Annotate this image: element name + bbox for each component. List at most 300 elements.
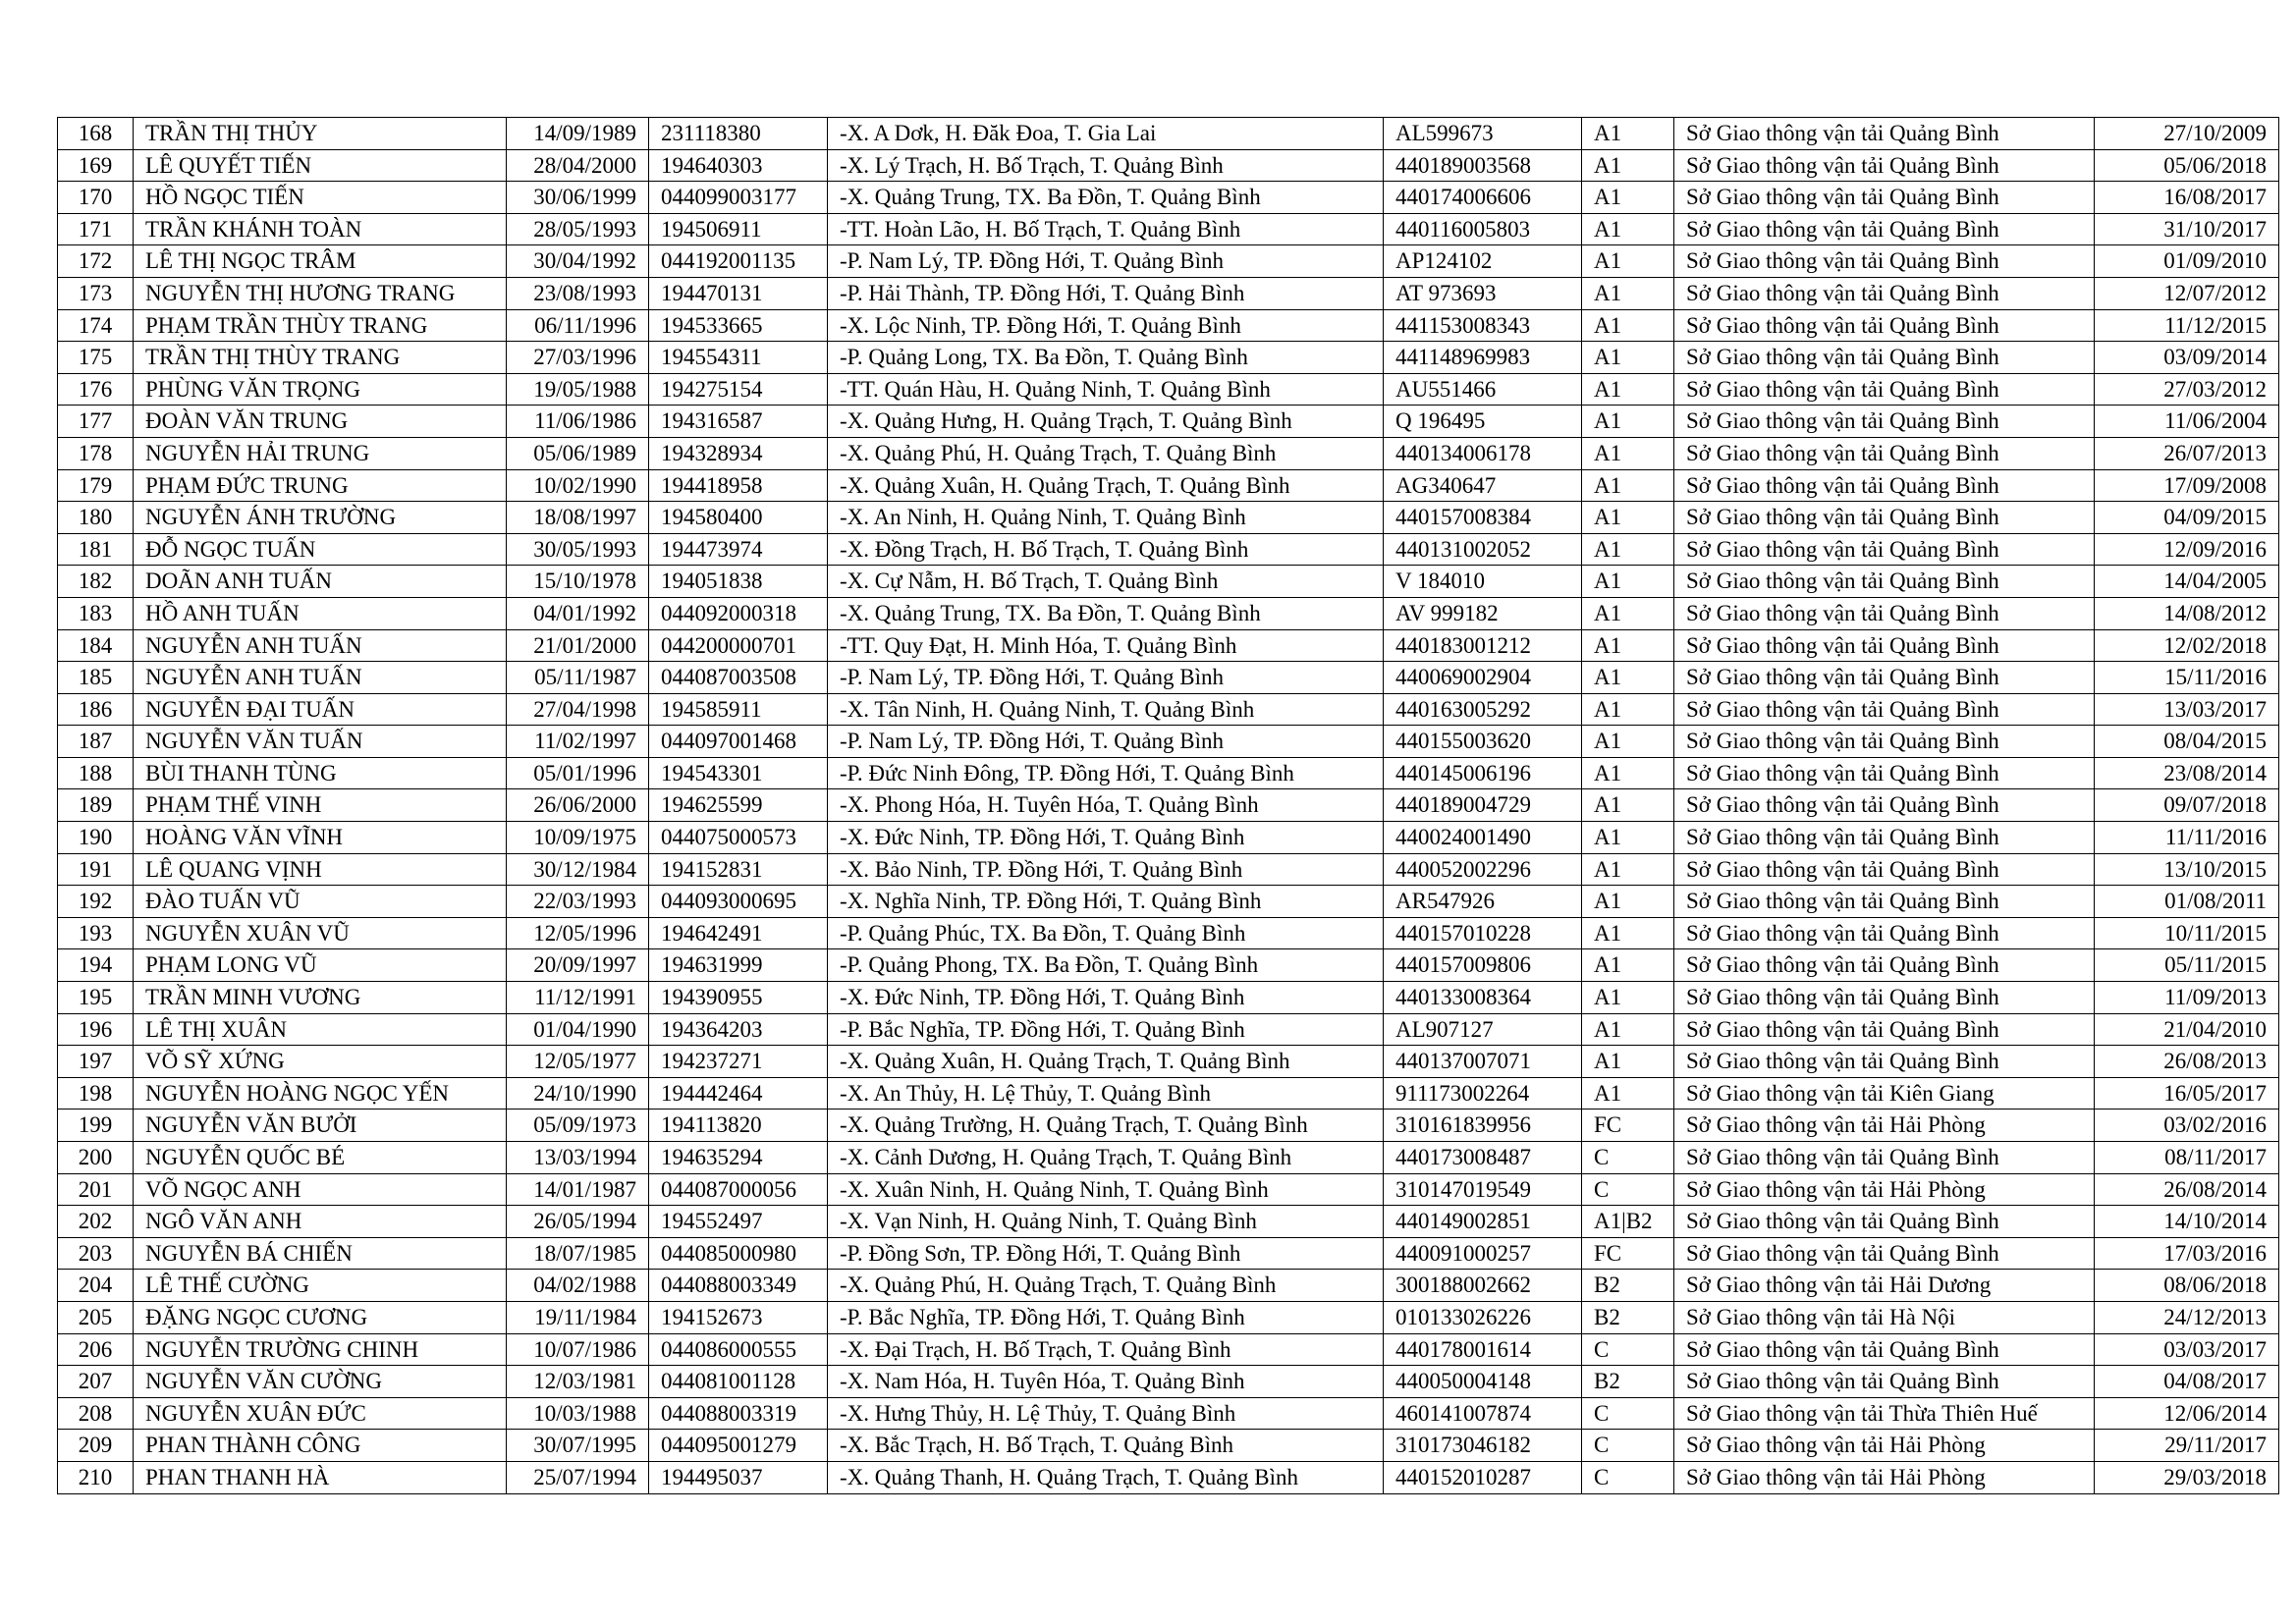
issue-date-cell: 04/09/2015 (2095, 502, 2279, 534)
table-row (58, 566, 2279, 598)
birth-date-cell: 05/11/1987 (507, 662, 649, 694)
address-cell: -X. Đức Ninh, TP. Đồng Hới, T. Quảng Bình (828, 982, 1384, 1014)
issuing-authority-cell: Sở Giao thông vận tải Quảng Bình (1674, 1237, 2095, 1270)
license-class-cell: B2 (1582, 1366, 1674, 1398)
issuing-authority-cell: Sở Giao thông vận tải Hải Dương (1674, 1270, 2095, 1302)
license-class-cell: A1 (1582, 342, 1674, 374)
license-class-cell: A1 (1582, 277, 1674, 309)
row-number-cell: 198 (58, 1077, 134, 1110)
license-class-cell: A1 (1582, 693, 1674, 726)
row-number-cell: 187 (58, 726, 134, 758)
birth-date-cell: 11/06/1986 (507, 406, 649, 438)
full-name-cell: NGUYỄN VĂN CƯỜNG (134, 1366, 507, 1398)
address-cell: -X. Xuân Ninh, H. Quảng Ninh, T. Quảng Bình (828, 1173, 1384, 1206)
id-number-cell: 194543301 (649, 757, 828, 789)
address-cell: -X. Lý Trạch, H. Bố Trạch, T. Quảng Bình (828, 149, 1384, 182)
address-cell: -P. Quảng Long, TX. Ba Đồn, T. Quảng Bình (828, 342, 1384, 374)
address-cell: -TT. Quy Đạt, H. Minh Hóa, T. Quảng Bình (828, 629, 1384, 662)
issue-date-cell: 14/04/2005 (2095, 566, 2279, 598)
table-row (58, 149, 2279, 182)
license-number-cell: 440173008487 (1384, 1142, 1582, 1174)
birth-date-cell: 11/02/1997 (507, 726, 649, 758)
issuing-authority-cell: Sở Giao thông vận tải Quảng Bình (1674, 309, 2095, 342)
license-class-cell: B2 (1582, 1301, 1674, 1333)
license-number-cell: AV 999182 (1384, 597, 1582, 629)
license-class-cell: A1 (1582, 789, 1674, 822)
issue-date-cell: 10/11/2015 (2095, 917, 2279, 949)
id-number-cell: 044088003319 (649, 1397, 828, 1430)
issuing-authority-cell: Sở Giao thông vận tải Quảng Bình (1674, 1333, 2095, 1366)
table-row (58, 1270, 2279, 1302)
license-class-cell: A1 (1582, 917, 1674, 949)
table-row (58, 982, 2279, 1014)
id-number-cell: 044086000555 (649, 1333, 828, 1366)
issuing-authority-cell: Sở Giao thông vận tải Quảng Bình (1674, 917, 2095, 949)
birth-date-cell: 30/04/1992 (507, 245, 649, 278)
issue-date-cell: 17/03/2016 (2095, 1237, 2279, 1270)
license-number-cell: 460141007874 (1384, 1397, 1582, 1430)
license-number-cell: AR547926 (1384, 886, 1582, 918)
birth-date-cell: 26/05/1994 (507, 1206, 649, 1238)
full-name-cell: TRẦN MINH VƯƠNG (134, 982, 507, 1014)
full-name-cell: NGUYỄN QUỐC BÉ (134, 1142, 507, 1174)
birth-date-cell: 18/08/1997 (507, 502, 649, 534)
license-number-cell: 440131002052 (1384, 533, 1582, 566)
id-number-cell: 194237271 (649, 1046, 828, 1078)
license-class-cell: FC (1582, 1237, 1674, 1270)
id-number-cell: 194625599 (649, 789, 828, 822)
row-number-cell: 180 (58, 502, 134, 534)
id-number-cell: 194113820 (649, 1110, 828, 1142)
license-class-cell: A1 (1582, 118, 1674, 150)
row-number-cell: 205 (58, 1301, 134, 1333)
issuing-authority-cell: Sở Giao thông vận tải Quảng Bình (1674, 693, 2095, 726)
full-name-cell: ĐỖ NGỌC TUẤN (134, 533, 507, 566)
table-row (58, 1046, 2279, 1078)
license-class-cell: A1 (1582, 213, 1674, 245)
birth-date-cell: 30/12/1984 (507, 853, 649, 886)
license-class-cell: A1 (1582, 982, 1674, 1014)
license-roster-table (57, 117, 2279, 1494)
row-number-cell: 173 (58, 277, 134, 309)
table-row (58, 597, 2279, 629)
license-number-cell: V 184010 (1384, 566, 1582, 598)
birth-date-cell: 05/01/1996 (507, 757, 649, 789)
license-number-cell: 440163005292 (1384, 693, 1582, 726)
license-class-cell: A1 (1582, 757, 1674, 789)
issue-date-cell: 14/10/2014 (2095, 1206, 2279, 1238)
id-number-cell: 231118380 (649, 118, 828, 150)
issue-date-cell: 03/03/2017 (2095, 1333, 2279, 1366)
id-number-cell: 194390955 (649, 982, 828, 1014)
row-number-cell: 171 (58, 213, 134, 245)
id-number-cell: 194442464 (649, 1077, 828, 1110)
row-number-cell: 183 (58, 597, 134, 629)
address-cell: -X. Quảng Trung, TX. Ba Đồn, T. Quảng Bình (828, 597, 1384, 629)
issue-date-cell: 29/03/2018 (2095, 1461, 2279, 1493)
issuing-authority-cell: Sở Giao thông vận tải Quảng Bình (1674, 437, 2095, 469)
issue-date-cell: 26/08/2014 (2095, 1173, 2279, 1206)
birth-date-cell: 28/04/2000 (507, 149, 649, 182)
roster-body (58, 118, 2279, 1494)
address-cell: -P. Nam Lý, TP. Đồng Hới, T. Quảng Bình (828, 662, 1384, 694)
row-number-cell: 168 (58, 118, 134, 150)
full-name-cell: ĐẶNG NGỌC CƯƠNG (134, 1301, 507, 1333)
license-number-cell: 310161839956 (1384, 1110, 1582, 1142)
address-cell: -X. Hưng Thủy, H. Lệ Thủy, T. Quảng Bình (828, 1397, 1384, 1430)
birth-date-cell: 21/01/2000 (507, 629, 649, 662)
license-number-cell: AT 973693 (1384, 277, 1582, 309)
issuing-authority-cell: Sở Giao thông vận tải Quảng Bình (1674, 886, 2095, 918)
issuing-authority-cell: Sở Giao thông vận tải Quảng Bình (1674, 949, 2095, 982)
issue-date-cell: 12/02/2018 (2095, 629, 2279, 662)
issue-date-cell: 12/09/2016 (2095, 533, 2279, 566)
table-row (58, 1461, 2279, 1493)
row-number-cell: 208 (58, 1397, 134, 1430)
address-cell: -X. Quảng Phú, H. Quảng Trạch, T. Quảng Bình (828, 1270, 1384, 1302)
license-class-cell: A1 (1582, 406, 1674, 438)
row-number-cell: 189 (58, 789, 134, 822)
birth-date-cell: 14/09/1989 (507, 118, 649, 150)
id-number-cell: 194635294 (649, 1142, 828, 1174)
row-number-cell: 184 (58, 629, 134, 662)
license-class-cell: A1 (1582, 1077, 1674, 1110)
license-number-cell: 440149002851 (1384, 1206, 1582, 1238)
id-number-cell: 194495037 (649, 1461, 828, 1493)
birth-date-cell: 20/09/1997 (507, 949, 649, 982)
license-number-cell: AG340647 (1384, 469, 1582, 502)
license-number-cell: 441148969983 (1384, 342, 1582, 374)
full-name-cell: PHẠM THẾ VINH (134, 789, 507, 822)
issuing-authority-cell: Sở Giao thông vận tải Thừa Thiên Huế (1674, 1397, 2095, 1430)
issue-date-cell: 03/02/2016 (2095, 1110, 2279, 1142)
full-name-cell: NGUYỄN XUÂN ĐỨC (134, 1397, 507, 1430)
birth-date-cell: 05/09/1973 (507, 1110, 649, 1142)
id-number-cell: 194316587 (649, 406, 828, 438)
license-number-cell: Q 196495 (1384, 406, 1582, 438)
full-name-cell: ĐÀO TUẤN VŨ (134, 886, 507, 918)
table-row (58, 629, 2279, 662)
license-number-cell: 440189004729 (1384, 789, 1582, 822)
id-number-cell: 194642491 (649, 917, 828, 949)
row-number-cell: 193 (58, 917, 134, 949)
issuing-authority-cell: Sở Giao thông vận tải Quảng Bình (1674, 469, 2095, 502)
issuing-authority-cell: Sở Giao thông vận tải Quảng Bình (1674, 629, 2095, 662)
full-name-cell: NGÔ VĂN ANH (134, 1206, 507, 1238)
table-row (58, 1333, 2279, 1366)
row-number-cell: 178 (58, 437, 134, 469)
row-number-cell: 210 (58, 1461, 134, 1493)
row-number-cell: 209 (58, 1430, 134, 1462)
table-row (58, 469, 2279, 502)
address-cell: -TT. Hoàn Lão, H. Bố Trạch, T. Quảng Bình (828, 213, 1384, 245)
issuing-authority-cell: Sở Giao thông vận tải Quảng Bình (1674, 853, 2095, 886)
full-name-cell: NGUYỄN HOÀNG NGỌC YẾN (134, 1077, 507, 1110)
row-number-cell: 200 (58, 1142, 134, 1174)
table-row (58, 662, 2279, 694)
full-name-cell: NGUYỄN XUÂN VŨ (134, 917, 507, 949)
issue-date-cell: 01/09/2010 (2095, 245, 2279, 278)
row-number-cell: 186 (58, 693, 134, 726)
license-number-cell: 440137007071 (1384, 1046, 1582, 1078)
issuing-authority-cell: Sở Giao thông vận tải Quảng Bình (1674, 182, 2095, 214)
full-name-cell: NGUYỄN HẢI TRUNG (134, 437, 507, 469)
row-number-cell: 195 (58, 982, 134, 1014)
full-name-cell: VÕ SỸ XỨNG (134, 1046, 507, 1078)
id-number-cell: 044200000701 (649, 629, 828, 662)
issue-date-cell: 24/12/2013 (2095, 1301, 2279, 1333)
license-class-cell: A1 (1582, 1046, 1674, 1078)
license-number-cell: 440152010287 (1384, 1461, 1582, 1493)
row-number-cell: 182 (58, 566, 134, 598)
license-number-cell: 310147019549 (1384, 1173, 1582, 1206)
license-class-cell: C (1582, 1430, 1674, 1462)
issuing-authority-cell: Sở Giao thông vận tải Hải Phòng (1674, 1461, 2095, 1493)
address-cell: -X. Đồng Trạch, H. Bố Trạch, T. Quảng Bình (828, 533, 1384, 566)
table-row (58, 245, 2279, 278)
full-name-cell: NGUYỄN ANH TUẤN (134, 662, 507, 694)
issue-date-cell: 26/08/2013 (2095, 1046, 2279, 1078)
full-name-cell: NGUYỄN ANH TUẤN (134, 629, 507, 662)
issue-date-cell: 11/06/2004 (2095, 406, 2279, 438)
license-number-cell: 440155003620 (1384, 726, 1582, 758)
id-number-cell: 044092000318 (649, 597, 828, 629)
issuing-authority-cell: Sở Giao thông vận tải Quảng Bình (1674, 982, 2095, 1014)
license-number-cell: AL907127 (1384, 1013, 1582, 1046)
issuing-authority-cell: Sở Giao thông vận tải Hải Phòng (1674, 1430, 2095, 1462)
address-cell: -X. An Ninh, H. Quảng Ninh, T. Quảng Bình (828, 502, 1384, 534)
birth-date-cell: 12/05/1977 (507, 1046, 649, 1078)
license-class-cell: C (1582, 1397, 1674, 1430)
license-class-cell: C (1582, 1173, 1674, 1206)
license-number-cell: 440157010228 (1384, 917, 1582, 949)
table-row (58, 1397, 2279, 1430)
full-name-cell: LÊ THỊ XUÂN (134, 1013, 507, 1046)
issue-date-cell: 15/11/2016 (2095, 662, 2279, 694)
license-number-cell: 440145006196 (1384, 757, 1582, 789)
issue-date-cell: 27/03/2012 (2095, 373, 2279, 406)
full-name-cell: PHAN THANH HÀ (134, 1461, 507, 1493)
full-name-cell: HỒ NGỌC TIẾN (134, 182, 507, 214)
issue-date-cell: 14/08/2012 (2095, 597, 2279, 629)
id-number-cell: 044085000980 (649, 1237, 828, 1270)
row-number-cell: 192 (58, 886, 134, 918)
table-row (58, 886, 2279, 918)
id-number-cell: 044087003508 (649, 662, 828, 694)
full-name-cell: PHAN THÀNH CÔNG (134, 1430, 507, 1462)
issuing-authority-cell: Sở Giao thông vận tải Quảng Bình (1674, 566, 2095, 598)
issuing-authority-cell: Sở Giao thông vận tải Quảng Bình (1674, 245, 2095, 278)
address-cell: -X. Nam Hóa, H. Tuyên Hóa, T. Quảng Bình (828, 1366, 1384, 1398)
license-number-cell: 440157008384 (1384, 502, 1582, 534)
table-row (58, 342, 2279, 374)
id-number-cell: 194364203 (649, 1013, 828, 1046)
issue-date-cell: 16/05/2017 (2095, 1077, 2279, 1110)
id-number-cell: 044192001135 (649, 245, 828, 278)
issue-date-cell: 13/03/2017 (2095, 693, 2279, 726)
license-number-cell: 440134006178 (1384, 437, 1582, 469)
birth-date-cell: 26/06/2000 (507, 789, 649, 822)
table-row (58, 693, 2279, 726)
table-row (58, 213, 2279, 245)
row-number-cell: 177 (58, 406, 134, 438)
table-row (58, 949, 2279, 982)
full-name-cell: VÕ NGỌC ANH (134, 1173, 507, 1206)
address-cell: -P. Đức Ninh Đông, TP. Đồng Hới, T. Quảng Bình (828, 757, 1384, 789)
issue-date-cell: 17/09/2008 (2095, 469, 2279, 502)
row-number-cell: 204 (58, 1270, 134, 1302)
row-number-cell: 176 (58, 373, 134, 406)
table-row (58, 1142, 2279, 1174)
issuing-authority-cell: Sở Giao thông vận tải Quảng Bình (1674, 1366, 2095, 1398)
license-class-cell: A1 (1582, 182, 1674, 214)
birth-date-cell: 10/02/1990 (507, 469, 649, 502)
table-row (58, 309, 2279, 342)
address-cell: -P. Quảng Phúc, TX. Ba Đồn, T. Quảng Bình (828, 917, 1384, 949)
id-number-cell: 194152673 (649, 1301, 828, 1333)
id-number-cell: 194051838 (649, 566, 828, 598)
table-row (58, 1301, 2279, 1333)
license-number-cell: 310173046182 (1384, 1430, 1582, 1462)
id-number-cell: 044087000056 (649, 1173, 828, 1206)
full-name-cell: PHẠM ĐỨC TRUNG (134, 469, 507, 502)
table-row (58, 1110, 2279, 1142)
license-number-cell: 440116005803 (1384, 213, 1582, 245)
id-number-cell: 044099003177 (649, 182, 828, 214)
license-class-cell: A1 (1582, 502, 1674, 534)
issuing-authority-cell: Sở Giao thông vận tải Hải Phòng (1674, 1173, 2095, 1206)
table-row (58, 502, 2279, 534)
issuing-authority-cell: Sở Giao thông vận tải Quảng Bình (1674, 373, 2095, 406)
address-cell: -X. A Dơk, H. Đăk Đoa, T. Gia Lai (828, 118, 1384, 150)
issuing-authority-cell: Sở Giao thông vận tải Quảng Bình (1674, 1046, 2095, 1078)
license-class-cell: A1 (1582, 437, 1674, 469)
issue-date-cell: 09/07/2018 (2095, 789, 2279, 822)
license-class-cell: A1 (1582, 566, 1674, 598)
birth-date-cell: 23/08/1993 (507, 277, 649, 309)
table-row (58, 533, 2279, 566)
license-number-cell: 440178001614 (1384, 1333, 1582, 1366)
address-cell: -P. Nam Lý, TP. Đồng Hới, T. Quảng Bình (828, 726, 1384, 758)
birth-date-cell: 05/06/1989 (507, 437, 649, 469)
table-row (58, 1077, 2279, 1110)
full-name-cell: TRẦN KHÁNH TOÀN (134, 213, 507, 245)
full-name-cell: LÊ THỊ NGỌC TRÂM (134, 245, 507, 278)
table-row (58, 1206, 2279, 1238)
id-number-cell: 194631999 (649, 949, 828, 982)
table-row (58, 1237, 2279, 1270)
license-number-cell: AP124102 (1384, 245, 1582, 278)
id-number-cell: 194533665 (649, 309, 828, 342)
license-number-cell: 440133008364 (1384, 982, 1582, 1014)
license-number-cell: AU551466 (1384, 373, 1582, 406)
birth-date-cell: 10/09/1975 (507, 822, 649, 854)
address-cell: -X. Tân Ninh, H. Quảng Ninh, T. Quảng Bình (828, 693, 1384, 726)
row-number-cell: 172 (58, 245, 134, 278)
table-row (58, 789, 2279, 822)
license-number-cell: 440050004148 (1384, 1366, 1582, 1398)
id-number-cell: 194506911 (649, 213, 828, 245)
address-cell: -X. Quảng Hưng, H. Quảng Trạch, T. Quảng Bình (828, 406, 1384, 438)
address-cell: -X. Lộc Ninh, TP. Đồng Hới, T. Quảng Bình (828, 309, 1384, 342)
table-row (58, 757, 2279, 789)
license-class-cell: A1 (1582, 662, 1674, 694)
issuing-authority-cell: Sở Giao thông vận tải Hà Nội (1674, 1301, 2095, 1333)
license-number-cell: 440157009806 (1384, 949, 1582, 982)
address-cell: -X. Vạn Ninh, H. Quảng Ninh, T. Quảng Bình (828, 1206, 1384, 1238)
table-row (58, 437, 2279, 469)
id-number-cell: 194580400 (649, 502, 828, 534)
issue-date-cell: 13/10/2015 (2095, 853, 2279, 886)
row-number-cell: 170 (58, 182, 134, 214)
license-class-cell: A1|B2 (1582, 1206, 1674, 1238)
birth-date-cell: 24/10/1990 (507, 1077, 649, 1110)
issue-date-cell: 08/04/2015 (2095, 726, 2279, 758)
row-number-cell: 203 (58, 1237, 134, 1270)
license-number-cell: 440189003568 (1384, 149, 1582, 182)
birth-date-cell: 19/05/1988 (507, 373, 649, 406)
birth-date-cell: 11/12/1991 (507, 982, 649, 1014)
address-cell: -X. Bảo Ninh, TP. Đồng Hới, T. Quảng Bình (828, 853, 1384, 886)
address-cell: -P. Bắc Nghĩa, TP. Đồng Hới, T. Quảng Bình (828, 1013, 1384, 1046)
full-name-cell: NGUYỄN TRƯỜNG CHINH (134, 1333, 507, 1366)
row-number-cell: 196 (58, 1013, 134, 1046)
row-number-cell: 207 (58, 1366, 134, 1398)
table-row (58, 118, 2279, 150)
id-number-cell: 194640303 (649, 149, 828, 182)
id-number-cell: 194554311 (649, 342, 828, 374)
birth-date-cell: 01/04/1990 (507, 1013, 649, 1046)
license-number-cell: 300188002662 (1384, 1270, 1582, 1302)
row-number-cell: 206 (58, 1333, 134, 1366)
id-number-cell: 194152831 (649, 853, 828, 886)
full-name-cell: PHẠM TRẦN THÙY TRANG (134, 309, 507, 342)
table-row (58, 726, 2279, 758)
full-name-cell: NGUYỄN THỊ HƯƠNG TRANG (134, 277, 507, 309)
full-name-cell: HỒ ANH TUẤN (134, 597, 507, 629)
birth-date-cell: 30/06/1999 (507, 182, 649, 214)
table-row (58, 917, 2279, 949)
birth-date-cell: 27/03/1996 (507, 342, 649, 374)
issuing-authority-cell: Sở Giao thông vận tải Quảng Bình (1674, 597, 2095, 629)
id-number-cell: 194552497 (649, 1206, 828, 1238)
issue-date-cell: 29/11/2017 (2095, 1430, 2279, 1462)
id-number-cell: 194473974 (649, 533, 828, 566)
issue-date-cell: 05/06/2018 (2095, 149, 2279, 182)
license-class-cell: A1 (1582, 469, 1674, 502)
id-number-cell: 194585911 (649, 693, 828, 726)
address-cell: -X. Quảng Thanh, H. Quảng Trạch, T. Quảng Bình (828, 1461, 1384, 1493)
issue-date-cell: 27/10/2009 (2095, 118, 2279, 150)
id-number-cell: 044093000695 (649, 886, 828, 918)
issue-date-cell: 11/11/2016 (2095, 822, 2279, 854)
full-name-cell: PHÙNG VĂN TRỌNG (134, 373, 507, 406)
license-number-cell: 441153008343 (1384, 309, 1582, 342)
issue-date-cell: 08/11/2017 (2095, 1142, 2279, 1174)
birth-date-cell: 14/01/1987 (507, 1173, 649, 1206)
license-class-cell: A1 (1582, 726, 1674, 758)
table-row (58, 1173, 2279, 1206)
issue-date-cell: 08/06/2018 (2095, 1270, 2279, 1302)
address-cell: -X. Quảng Xuân, H. Quảng Trạch, T. Quảng Bình (828, 1046, 1384, 1078)
birth-date-cell: 13/03/1994 (507, 1142, 649, 1174)
issuing-authority-cell: Sở Giao thông vận tải Quảng Bình (1674, 118, 2095, 150)
row-number-cell: 202 (58, 1206, 134, 1238)
issuing-authority-cell: Sở Giao thông vận tải Quảng Bình (1674, 533, 2095, 566)
license-number-cell: 440174006606 (1384, 182, 1582, 214)
address-cell: -P. Nam Lý, TP. Đồng Hới, T. Quảng Bình (828, 245, 1384, 278)
issue-date-cell: 21/04/2010 (2095, 1013, 2279, 1046)
